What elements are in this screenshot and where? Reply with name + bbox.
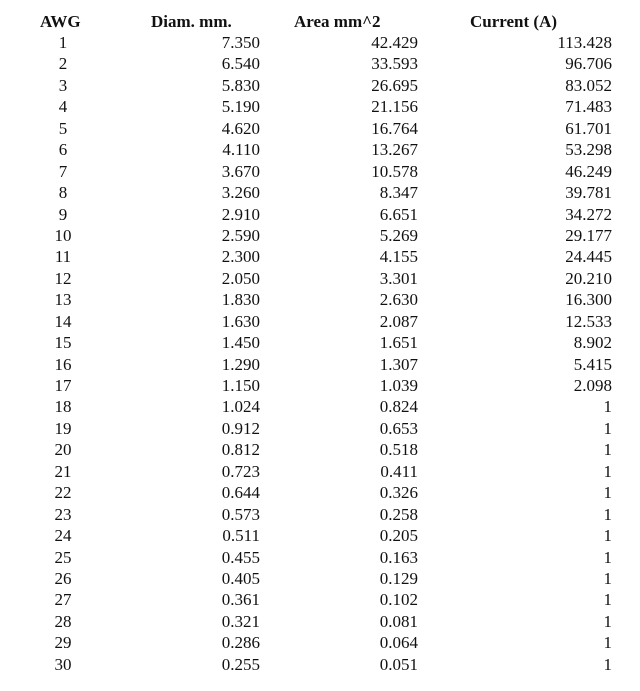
diameter-cell: 1.450 [221, 333, 260, 353]
current-cell: 46.249 [565, 161, 612, 181]
awg-cell: 30 [54, 654, 72, 674]
current-cell: 1 [603, 461, 612, 481]
awg-cell: 25 [54, 547, 72, 567]
area-cell: 1.651 [379, 333, 418, 353]
table-row [0, 204, 640, 225]
area-cell: 0.129 [379, 568, 418, 588]
table-row [0, 547, 640, 568]
diameter-cell: 0.455 [221, 547, 260, 567]
current-cell: 39.781 [565, 183, 612, 203]
current-cell: 1 [603, 526, 612, 546]
diameter-cell: 0.912 [221, 418, 260, 438]
awg-cell: 22 [54, 483, 72, 503]
current-cell: 1 [603, 611, 612, 631]
diameter-cell: 7.350 [221, 33, 260, 52]
current-cell: 1 [603, 547, 612, 567]
area-cell: 1.307 [379, 354, 418, 374]
awg-cell: 26 [54, 568, 72, 588]
area-cell: 0.518 [379, 440, 418, 460]
area-cell: 4.155 [379, 247, 418, 267]
diameter-cell: 0.573 [221, 504, 260, 524]
area-cell: 33.593 [371, 54, 418, 74]
diameter-cell: 2.300 [221, 247, 260, 267]
awg-cell: 24 [54, 526, 72, 546]
table-row [0, 589, 640, 610]
current-cell: 83.052 [565, 75, 612, 95]
table-row [0, 225, 640, 246]
current-cell: 71.483 [565, 97, 612, 117]
area-cell: 0.411 [380, 461, 418, 481]
header-awg: AWG [40, 12, 81, 31]
current-cell: 113.428 [557, 33, 612, 52]
area-cell: 16.764 [371, 118, 418, 138]
current-cell: 1 [603, 504, 612, 524]
awg-cell: 5 [58, 118, 68, 138]
current-cell: 61.701 [565, 118, 612, 138]
area-cell: 0.051 [379, 654, 418, 674]
area-cell: 0.102 [379, 590, 418, 610]
area-cell: 10.578 [371, 161, 418, 181]
awg-cell: 4 [58, 97, 68, 117]
table-row [0, 75, 640, 96]
table-row [0, 525, 640, 546]
area-cell: 5.269 [379, 225, 418, 245]
diameter-cell: 2.050 [221, 268, 260, 288]
area-cell: 0.258 [379, 504, 418, 524]
awg-cell: 8 [58, 183, 68, 203]
current-cell: 2.098 [573, 376, 612, 395]
diameter-cell: 1.290 [221, 354, 260, 374]
table-row [0, 289, 640, 310]
diameter-cell: 3.670 [221, 161, 260, 181]
awg-cell: 28 [54, 611, 72, 631]
current-cell: 1 [603, 397, 612, 417]
table-row [0, 396, 640, 417]
awg-cell: 9 [58, 204, 68, 224]
table-row [0, 311, 640, 332]
area-cell: 3.301 [379, 268, 418, 288]
diameter-cell: 0.644 [221, 483, 260, 503]
diameter-cell: 0.361 [221, 590, 260, 610]
awg-cell: 18 [54, 397, 72, 417]
diameter-cell: 0.812 [221, 440, 260, 460]
table-row [0, 118, 640, 139]
diameter-cell: 0.286 [221, 633, 260, 653]
diameter-cell: 3.260 [221, 183, 260, 203]
awg-cell: 6 [58, 140, 68, 160]
area-cell: 13.267 [371, 140, 418, 160]
diameter-cell: 0.321 [221, 611, 260, 631]
awg-wire-table [0, 12, 640, 675]
header-area: Area mm^2 [294, 12, 381, 31]
diameter-cell: 4.110 [222, 140, 260, 160]
area-cell: 0.064 [379, 633, 418, 653]
awg-cell: 27 [54, 590, 72, 610]
awg-cell: 21 [54, 461, 72, 481]
awg-cell: 23 [54, 504, 72, 524]
table-row [0, 418, 640, 439]
awg-cell: 16 [54, 354, 72, 374]
area-cell: 42.429 [371, 33, 418, 52]
area-cell: 0.081 [379, 611, 418, 631]
table-row [0, 439, 640, 460]
area-cell: 6.651 [379, 204, 418, 224]
awg-cell: 10 [54, 225, 72, 245]
area-cell: 0.326 [379, 483, 418, 503]
table-row [0, 182, 640, 203]
awg-cell: 14 [54, 311, 72, 331]
area-cell: 0.653 [379, 418, 418, 438]
table-row [0, 461, 640, 482]
awg-cell: 19 [54, 418, 72, 438]
awg-cell: 3 [58, 75, 68, 95]
table-row [0, 161, 640, 182]
awg-cell: 13 [54, 290, 72, 310]
current-cell: 1 [603, 418, 612, 438]
current-cell: 12.533 [565, 311, 612, 331]
table-row [0, 96, 640, 117]
table-row [0, 632, 640, 653]
diameter-cell: 0.723 [221, 461, 260, 481]
area-cell: 0.824 [379, 397, 418, 417]
diameter-cell: 0.511 [222, 526, 260, 546]
awg-cell: 7 [58, 161, 68, 181]
diameter-cell: 2.910 [221, 204, 260, 224]
diameter-cell: 0.255 [221, 654, 260, 674]
awg-cell: 1 [58, 33, 68, 52]
current-cell: 24.445 [565, 247, 612, 267]
diameter-cell: 6.540 [221, 54, 260, 74]
table-row [0, 354, 640, 375]
table-row [0, 504, 640, 525]
current-cell: 1 [603, 483, 612, 503]
diameter-cell: 1.150 [221, 376, 260, 395]
diameter-cell: 1.830 [221, 290, 260, 310]
table-row [0, 332, 640, 353]
table-row [0, 268, 640, 289]
diameter-cell: 0.405 [221, 568, 260, 588]
diameter-cell: 1.630 [221, 311, 260, 331]
area-cell: 21.156 [371, 97, 418, 117]
current-cell: 20.210 [565, 268, 612, 288]
current-cell: 1 [603, 568, 612, 588]
area-cell: 1.039 [379, 376, 418, 395]
awg-cell: 12 [54, 268, 72, 288]
current-cell: 16.300 [565, 290, 612, 310]
diameter-cell: 5.830 [221, 75, 260, 95]
current-cell: 53.298 [565, 140, 612, 160]
current-cell: 1 [603, 440, 612, 460]
table-row [0, 53, 640, 74]
awg-cell: 2 [58, 54, 68, 74]
diameter-cell: 5.190 [221, 97, 260, 117]
current-cell: 1 [603, 590, 612, 610]
table-header-row [0, 12, 640, 32]
table-body [0, 32, 640, 675]
current-cell: 1 [603, 633, 612, 653]
area-cell: 0.205 [379, 526, 418, 546]
area-cell: 26.695 [371, 75, 418, 95]
area-cell: 8.347 [379, 183, 418, 203]
current-cell: 1 [603, 654, 612, 674]
diameter-cell: 2.590 [221, 225, 260, 245]
current-cell: 29.177 [565, 225, 612, 245]
header-current: Current (A) [470, 12, 558, 31]
table-row [0, 246, 640, 267]
header-diameter: Diam. mm. [151, 12, 232, 31]
awg-cell: 15 [54, 333, 72, 353]
diameter-cell: 1.024 [221, 397, 260, 417]
area-cell: 2.087 [379, 311, 418, 331]
current-cell: 8.902 [573, 333, 612, 353]
awg-cell: 17 [54, 376, 72, 395]
awg-cell: 20 [54, 440, 72, 460]
current-cell: 96.706 [565, 54, 612, 74]
table-row [0, 482, 640, 503]
area-cell: 2.630 [379, 290, 418, 310]
area-cell: 0.163 [379, 547, 418, 567]
awg-cell: 29 [54, 633, 72, 653]
current-cell: 34.272 [565, 204, 612, 224]
awg-cell: 11 [54, 247, 72, 267]
table-row [0, 654, 640, 675]
table-row [0, 568, 640, 589]
table-row [0, 611, 640, 632]
current-cell: 5.415 [573, 354, 612, 374]
diameter-cell: 4.620 [221, 118, 260, 138]
table-row [0, 139, 640, 160]
table-row [0, 32, 640, 53]
table-row [0, 375, 640, 396]
